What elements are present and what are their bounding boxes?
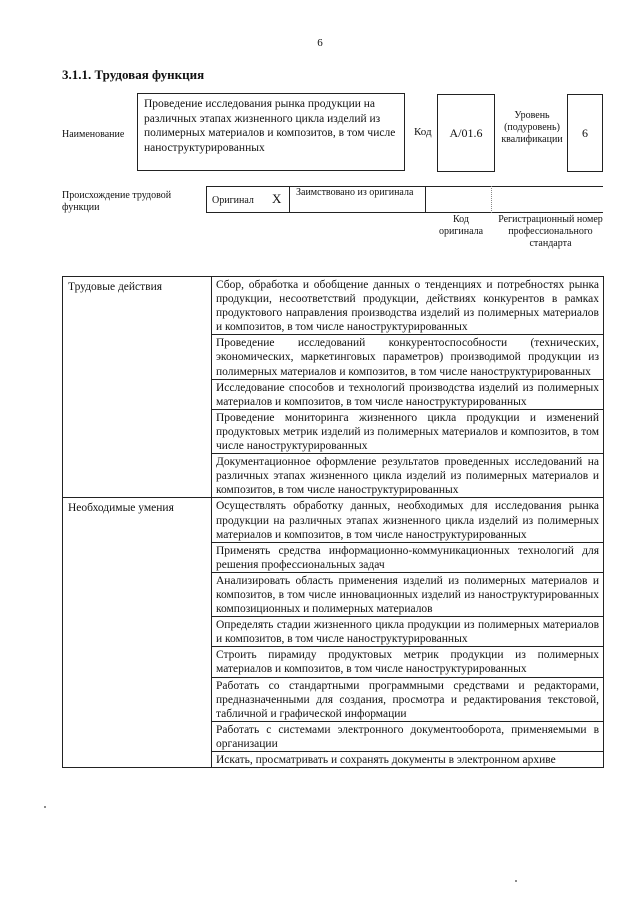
page-number: 6 (317, 37, 323, 49)
function-table (62, 276, 604, 768)
item-cell: Сбор, обработка и обобщение данных о тенденциях и потребностях рынка продукции, несоответствий продукции, действиях конкурентов в рамках продуктового направления производства изделий из полимерных материалов и композитов, в том числе наноструктурированных (212, 277, 604, 335)
qualification-level-box: 6 (567, 94, 603, 172)
origin-label: Происхождение трудовой функции (62, 190, 172, 213)
borrowed-label: Заимствовано из оригинала (296, 187, 414, 198)
code-label: Код (414, 126, 432, 138)
function-table-body (63, 277, 604, 768)
item-cell: Осуществлять обработку данных, необходимых для исследования рынка продукции на различных этапах жизненного цикла изделий из полимерных материалов и композитов, в том числе наноструктурированных (212, 498, 604, 542)
item-cell: Исследование способов и технологий производства изделий из полимерных материалов и композитов, в том числе наноструктурированных (212, 379, 604, 409)
scan-speck (44, 806, 46, 808)
item-cell: Работать со стандартными программными средствами и редакторами, предназначенными для создания, просмотра и редактирования текстовой, табличной и графической информации (212, 677, 604, 721)
category-cell: Трудовые действия (63, 277, 212, 498)
section-title: 3.1.1. Трудовая функция (62, 67, 205, 82)
table-row (63, 277, 604, 335)
table-row (63, 498, 604, 542)
original-label: Оригинал (212, 195, 254, 206)
item-cell: Применять средства информационно-коммуникационных технологий для решения профессиональных задач (212, 542, 604, 572)
item-cell: Искать, просматривать и сохранять документы в электронном архиве (212, 752, 604, 768)
item-cell: Проведение исследований конкурентоспособности (технических, экономических, маркетинговых параметров) производимой продукции из полимерных материалов и композитов, в том числе наноструктурированных (212, 335, 604, 379)
item-cell: Определять стадии жизненного цикла продукции из полимерных материалов и композитов, в том числе наноструктурированных (212, 617, 604, 647)
item-cell: Строить пирамиду продуктовых метрик продукции из полимерных материалов и композитов, в том числе наноструктурированных (212, 647, 604, 677)
reg-number-label: Регистрационный номер профессионального стандарта (498, 214, 603, 249)
name-label: Наименование (62, 129, 125, 140)
item-cell: Проведение мониторинга жизненного цикла продукции и изменений продуктовых метрик изделий из полимерных материалов и композитов, в том числе наноструктурированных (212, 409, 604, 453)
code-original-cell (426, 186, 492, 213)
scan-speck (515, 880, 517, 882)
item-cell: Анализировать область применения изделий из полимерных материалов и композитов, в том числе инновационных изделий из наноструктурированных композиционных и полимерных материалов (212, 572, 604, 616)
category-cell: Необходимые умения (63, 498, 212, 768)
qualification-level-label: Уровень (подуровень) квалификации (501, 110, 563, 145)
item-cell: Документационное оформление результатов проведенных исследований на различных этапах жизненного цикла изделий из полимерных материалов и композитов, в том числе наноструктурированных (212, 454, 604, 498)
code-original-label: Код оригинала (438, 214, 484, 237)
function-name-box: Проведение исследования рынка продукции на различных этапах жизненного цикла изделий из полимерных материалов и композитов, в том числе наноструктурированных (137, 93, 405, 171)
item-cell: Работать с системами электронного документооборота, применяемыми в организации (212, 721, 604, 751)
code-box: A/01.6 (437, 94, 495, 172)
original-mark: X (272, 191, 282, 206)
